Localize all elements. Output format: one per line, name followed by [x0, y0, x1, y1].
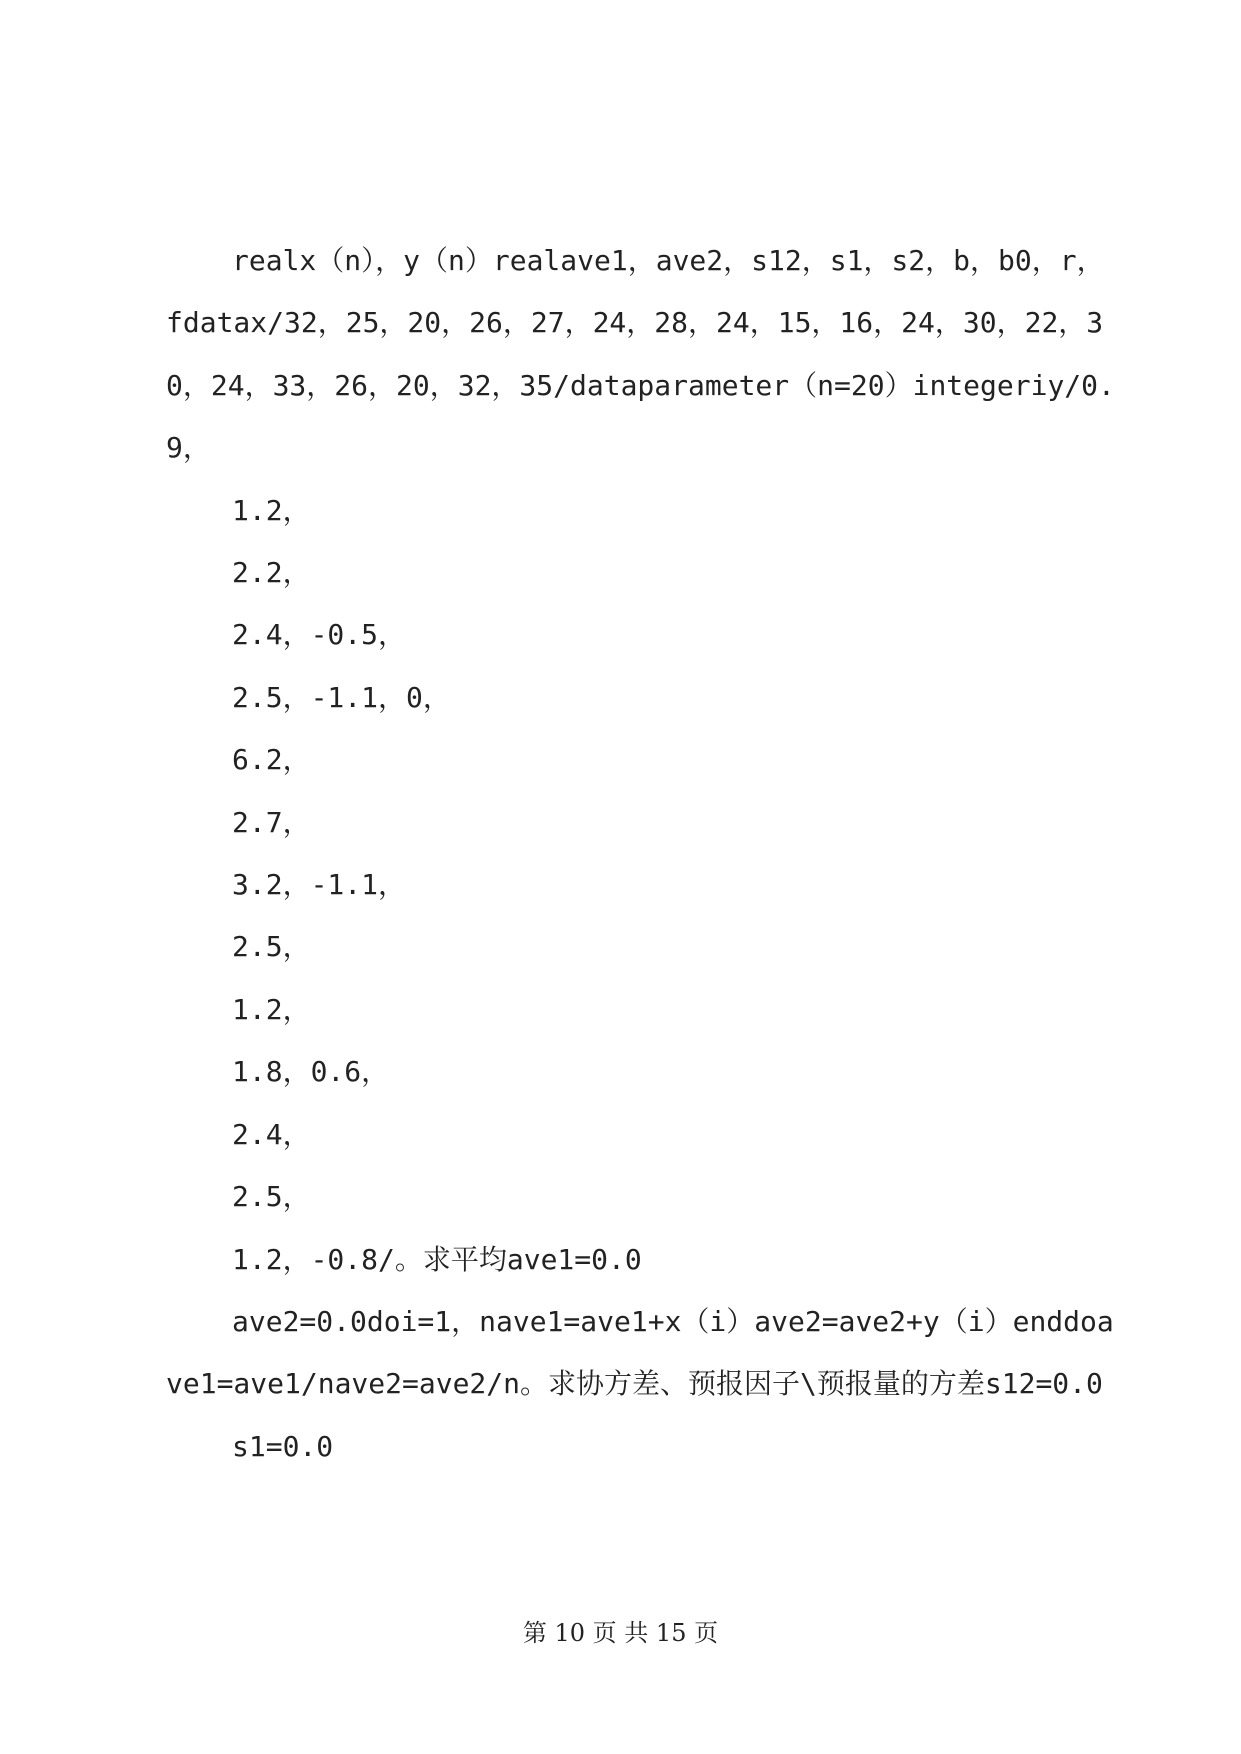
paragraph: s1=0.0 [232, 1429, 334, 1463]
paragraph: 1.2， [232, 493, 311, 527]
paragraph: 2.5， [232, 1180, 311, 1214]
paragraph: ave2=0.0doi=1，nave1=ave1+x（i）ave2=ave2+y（i）enddoave1=ave1/nave2=ave2/n。求协方差、预报因子\预报量的方差s12=0.0 [166, 1304, 1114, 1401]
paragraph: 2.4，-0.5， [232, 618, 407, 652]
paragraph: 2.4， [232, 1117, 311, 1151]
paragraph: 2.5， [232, 930, 311, 964]
paragraph: 6.2， [232, 743, 311, 777]
paragraph: 3.2，-1.1， [232, 868, 407, 902]
paragraph: 1.2， [232, 992, 311, 1026]
document-body [166, 230, 1121, 1478]
paragraph: 1.2，-0.8/。求平均ave1=0.0 [232, 1242, 642, 1276]
page-number-footer: 第 10 页 共 15 页 [522, 1619, 719, 1647]
paragraph: 2.7， [232, 805, 311, 839]
paragraph: 2.2， [232, 556, 311, 590]
paragraph: 2.5，-1.1，0， [232, 680, 451, 714]
paragraph: 1.8，0.6， [232, 1055, 390, 1089]
paragraph: realx（n），y（n）realave1，ave2，s12，s1，s2，b，b0，r，fdatax/32，25，20，26，27，24，28，24，15，16，24，30，22，30，24，33，26，20，32，35/dataparameter（n=20）integeriy/0.9， [166, 244, 1115, 465]
